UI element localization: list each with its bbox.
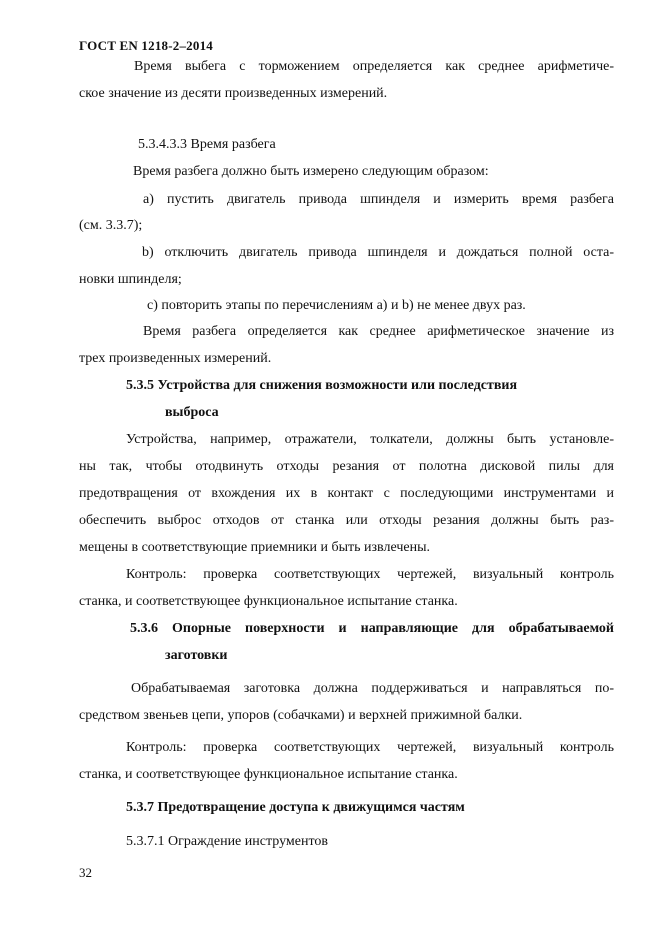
section-heading: 5.3.6 Опорные поверхности и направляющие для обрабатываемой [130,621,614,636]
text-line: Контроль: проверка соответствующих чертежей, визуальный контроль [126,567,614,582]
text-line: Контроль: проверка соответствующих чертежей, визуальный контроль [126,740,614,755]
text-line: новки шпинделя; [79,272,182,287]
text-line: Обрабатываемая заготовка должна поддерживаться и направляться по- [131,681,614,696]
text-line: (см. 3.3.7); [79,218,143,233]
text-line: станка, и соответствующее функциональное испытание станка. [79,767,458,782]
text-line: Время разбега определяется как среднее арифметическое значение из [143,324,614,339]
list-item: c) повторить этапы по перечислениям a) и b) не менее двух раз. [147,298,526,313]
section-heading: заготовки [165,648,228,663]
section-heading: 5.3.5 Устройства для снижения возможности или последствия [126,378,518,393]
document-header: ГОСТ EN 1218-2–2014 [79,38,213,53]
text-line: Время выбега с торможением определяется как среднее арифметиче- [134,59,614,74]
text-line: Время разбега должно быть измерено следующим образом: [133,164,489,179]
text-line: мещены в соответствующие приемники и быть извлечены. [79,540,430,555]
section-heading: 5.3.7.1 Ограждение инструментов [126,834,329,849]
section-heading: 5.3.4.3.3 Время разбега [138,137,276,152]
text-line: ны так, чтобы отодвинуть отходы резания от полотна дисковой пилы для [79,459,614,474]
text-line: Устройства, например, отражатели, толкатели, должны быть установле- [126,432,614,447]
list-item: a) пустить двигатель привода шпинделя и измерить время разбега [143,192,614,207]
text-line: трех произведенных измерений. [79,351,272,366]
text-line: обеспечить выброс отходов от станка или отходы резания должны быть раз- [79,513,614,528]
text-line: средством звеньев цепи, упоров (собачками) и верхней прижимной балки. [79,708,523,723]
section-heading: 5.3.7 Предотвращение доступа к движущимся частям [126,800,465,815]
text-line: предотвращения от вхождения их в контакт с последующими инструментами и [79,486,614,501]
section-heading: выброса [165,405,219,420]
page-number: 32 [79,865,92,880]
list-item: b) отключить двигатель привода шпинделя и дождаться полной оста- [142,245,614,260]
text-line: ское значение из десяти произведенных измерений. [79,86,388,101]
text-line: станка, и соответствующее функциональное испытание станка. [79,594,458,609]
